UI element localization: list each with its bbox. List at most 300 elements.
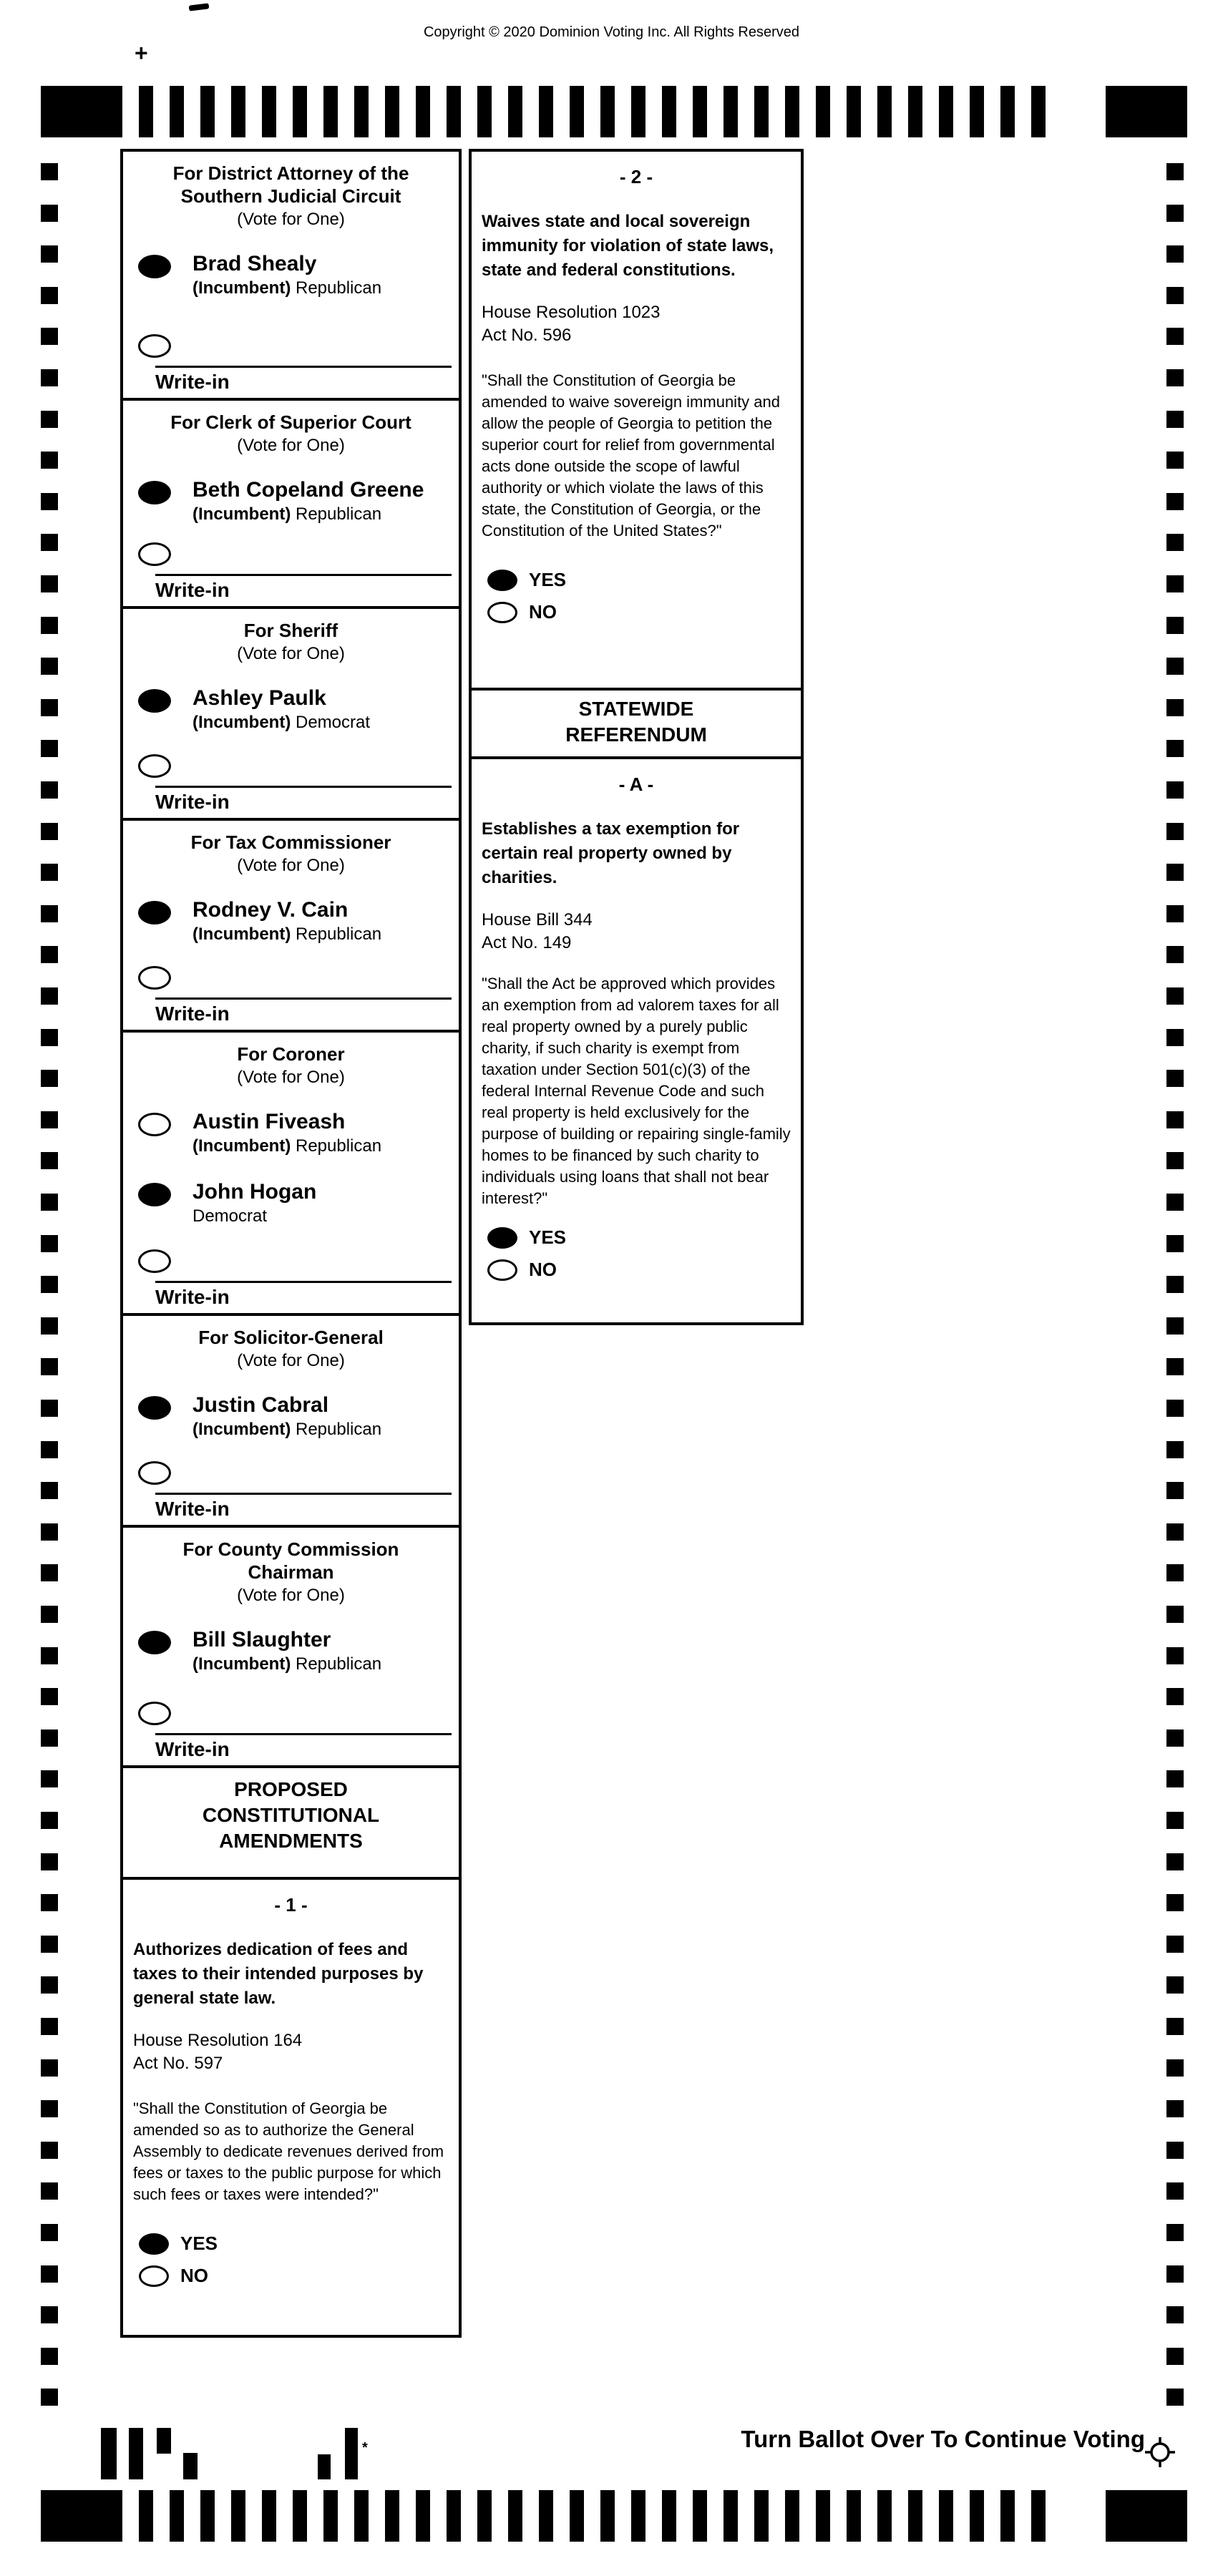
edge-mark — [1166, 369, 1184, 386]
timing-mark — [662, 86, 676, 137]
candidate-sub — [193, 278, 381, 299]
edge-mark — [41, 328, 58, 345]
timing-mark — [600, 2490, 615, 2542]
edge-mark — [1166, 1317, 1184, 1335]
candidate-sub — [193, 1206, 316, 1227]
edge-mark — [1166, 1441, 1184, 1458]
edge-mark — [41, 2142, 58, 2159]
write-in-label: Write-in — [155, 1286, 230, 1308]
candidate-designation: (Incumbent) — [193, 713, 291, 732]
measure-question: "Shall the Act be approved which provides an exemption from ad valorem taxes for all real property owned by a purely public charity, if such charity is exempt from taxation under Section 501(c)(3) of the federal Internal Revenue Code and such real property is held exclusively for the purpose of building or repairing single-family homes to be financed by such charity to individuals using loans that shall not bear interest?" — [482, 975, 791, 1207]
timing-mark-row-bottom — [41, 2490, 1187, 2542]
timing-mark — [723, 2490, 738, 2542]
write-in-line[interactable] — [155, 1281, 452, 1283]
contest-clerk-superior-court — [120, 398, 462, 609]
no-option-row — [487, 601, 791, 623]
candidate-bubble-empty[interactable] — [138, 1113, 171, 1136]
candidate-sub — [193, 1654, 381, 1675]
timing-mark — [539, 2490, 553, 2542]
edge-mark — [41, 2224, 58, 2241]
timing-mark — [262, 86, 276, 137]
candidate-sub — [193, 504, 424, 525]
candidate-designation: (Incumbent) — [193, 1420, 291, 1439]
candidate-designation: (Incumbent) — [193, 278, 291, 298]
edge-mark — [41, 2348, 58, 2365]
timing-mark — [416, 2490, 430, 2542]
timing-mark — [662, 2490, 676, 2542]
print-artifact-mark — [189, 3, 210, 11]
timing-mark — [293, 2490, 307, 2542]
candidate-bubble-filled[interactable] — [138, 1183, 171, 1206]
candidate-bubble-filled[interactable] — [138, 1396, 171, 1420]
edge-mark — [41, 946, 58, 963]
write-in-line[interactable] — [155, 1493, 452, 1495]
measure-referendum-a — [469, 756, 804, 1325]
timing-mark — [385, 86, 399, 137]
edge-mark — [41, 823, 58, 840]
measure-amendment-1 — [120, 1877, 462, 2338]
candidate-option — [138, 686, 459, 733]
edge-mark — [1166, 493, 1184, 510]
edge-mark — [41, 2265, 58, 2283]
edge-mark — [41, 1358, 58, 1375]
edge-mark — [1166, 1894, 1184, 1911]
candidate-sub — [193, 1419, 381, 1440]
edge-mark — [41, 987, 58, 1005]
edge-mark — [41, 1152, 58, 1169]
vote-for-instruction: (Vote for One) — [237, 1351, 345, 1370]
timing-mark — [170, 2490, 184, 2542]
candidate-bubble-filled[interactable] — [138, 481, 171, 504]
edge-mark — [1166, 2224, 1184, 2241]
contest-title: For Clerk of Superior Court — [170, 411, 411, 433]
contest-title: For County Commission Chairman — [182, 1538, 399, 1583]
yes-option-row — [139, 2233, 449, 2255]
edge-mark — [41, 2306, 58, 2323]
timing-mark — [754, 2490, 769, 2542]
write-in-bubble[interactable] — [138, 1461, 171, 1485]
timing-block — [41, 2490, 122, 2542]
edge-mark — [41, 1441, 58, 1458]
contest-title: For District Attorney of the Southern Judicial Circuit — [172, 162, 409, 207]
edge-mark — [1166, 1111, 1184, 1128]
timing-mark — [323, 2490, 338, 2542]
timing-mark — [693, 86, 707, 137]
edge-mark — [1166, 1029, 1184, 1046]
no-option-row — [487, 1259, 791, 1281]
timing-bars — [139, 2490, 1046, 2542]
edge-mark — [41, 1606, 58, 1623]
edge-mark — [41, 658, 58, 675]
edge-mark — [41, 2059, 58, 2077]
edge-mark — [1166, 1358, 1184, 1375]
candidate-sub — [193, 924, 381, 945]
candidate-option — [138, 898, 459, 945]
candidate-party: Republican — [296, 1420, 382, 1439]
no-bubble[interactable] — [487, 1259, 517, 1281]
candidate-party: Republican — [296, 504, 382, 524]
timing-mark — [447, 86, 461, 137]
timing-mark-row-top — [41, 86, 1187, 137]
edge-mark — [41, 1729, 58, 1747]
timing-mark — [908, 86, 922, 137]
measure-references: House Resolution 1023 Act No. 596 — [482, 303, 661, 345]
timing-mark — [508, 2490, 522, 2542]
edge-mark — [1166, 1647, 1184, 1664]
timing-mark — [631, 2490, 645, 2542]
vote-for-instruction: (Vote for One) — [237, 436, 345, 455]
section-header-line: CONSTITUTIONAL — [202, 1804, 380, 1826]
candidate-option — [138, 478, 459, 525]
write-in-line[interactable] — [155, 1733, 452, 1735]
edge-mark — [41, 2100, 58, 2117]
edge-mark — [41, 287, 58, 304]
crosshair-registration-icon — [1144, 2436, 1176, 2469]
edge-mark — [41, 1235, 58, 1252]
edge-mark — [41, 1276, 58, 1293]
edge-mark — [41, 1936, 58, 1953]
edge-mark — [41, 2018, 58, 2035]
timing-mark — [877, 86, 892, 137]
timing-mark — [354, 86, 369, 137]
measure-summary: Establishes a tax exemption for certain real property owned by charities. — [482, 819, 740, 887]
candidate-bubble-filled[interactable] — [138, 1631, 171, 1654]
edge-mark — [1166, 575, 1184, 592]
write-in-label: Write-in — [155, 1002, 230, 1025]
candidate-name: Ashley Paulk — [193, 686, 326, 710]
timing-mark — [139, 86, 153, 137]
measure-references: House Resolution 164 Act No. 597 — [133, 2031, 303, 2073]
timing-mark — [385, 2490, 399, 2542]
vote-for-instruction: (Vote for One) — [237, 644, 345, 663]
edge-mark — [1166, 2348, 1184, 2365]
edge-mark — [41, 905, 58, 922]
edge-mark — [1166, 1276, 1184, 1293]
edge-mark — [41, 1317, 58, 1335]
timing-mark — [847, 86, 861, 137]
turn-ballot-over-notice: Turn Ballot Over To Continue Voting — [741, 2426, 1145, 2452]
candidate-party: Republican — [296, 278, 382, 298]
edge-marks-left — [41, 163, 58, 2410]
timing-block — [41, 86, 122, 137]
edge-mark — [1166, 2389, 1184, 2406]
edge-mark — [1166, 1400, 1184, 1417]
candidate-designation: (Incumbent) — [193, 1136, 291, 1156]
candidate-name: Rodney V. Cain — [193, 898, 349, 922]
edge-mark — [41, 2389, 58, 2406]
timing-mark — [539, 86, 553, 137]
yes-label: YES — [529, 1226, 567, 1248]
edge-mark — [1166, 699, 1184, 716]
edge-mark — [1166, 1564, 1184, 1581]
edge-mark — [41, 781, 58, 799]
write-in-bubble[interactable] — [138, 334, 171, 358]
timing-mark — [477, 2490, 492, 2542]
edge-mark — [1166, 1936, 1184, 1953]
candidate-name: Bill Slaughter — [193, 1628, 331, 1652]
timing-mark — [631, 86, 645, 137]
edge-mark — [1166, 617, 1184, 634]
edge-mark — [1166, 2142, 1184, 2159]
edge-mark — [1166, 2182, 1184, 2200]
timing-mark — [847, 2490, 861, 2542]
no-bubble[interactable] — [139, 2265, 169, 2287]
timing-mark — [877, 2490, 892, 2542]
edge-mark — [41, 411, 58, 428]
write-in-bubble[interactable] — [138, 542, 171, 566]
edge-mark — [1166, 452, 1184, 469]
edge-mark — [1166, 245, 1184, 263]
barcode-bar — [183, 2453, 198, 2479]
timing-mark — [447, 2490, 461, 2542]
write-in-label: Write-in — [155, 371, 230, 393]
write-in-label: Write-in — [155, 1498, 230, 1520]
edge-mark — [1166, 1688, 1184, 1705]
yes-bubble[interactable] — [139, 2233, 169, 2255]
edge-mark — [1166, 1729, 1184, 1747]
measure-summary: Waives state and local sovereign immunity for violation of state laws, state and federal constitutions. — [482, 212, 774, 280]
write-in-label: Write-in — [155, 1738, 230, 1760]
stray-print-glyph: * — [362, 2440, 368, 2456]
write-in-label: Write-in — [155, 791, 230, 813]
candidate-option — [138, 1110, 459, 1157]
edge-mark — [1166, 1770, 1184, 1787]
contest-title: For Sheriff — [243, 620, 338, 641]
edge-mark — [1166, 2018, 1184, 2035]
edge-mark — [41, 493, 58, 510]
timing-mark — [970, 2490, 984, 2542]
edge-marks-right — [1166, 163, 1184, 2410]
contest-title: For Coroner — [237, 1043, 345, 1065]
barcode-bar — [318, 2454, 331, 2479]
candidate-name: John Hogan — [193, 1180, 317, 1204]
timing-mark — [170, 86, 184, 137]
candidate-bubble-filled[interactable] — [138, 689, 171, 713]
vote-for-instruction: (Vote for One) — [237, 856, 345, 875]
no-label: NO — [529, 601, 557, 623]
edge-mark — [1166, 2265, 1184, 2283]
candidate-option — [138, 1393, 459, 1440]
contest-county-commission-chairman — [120, 1525, 462, 1768]
no-bubble[interactable] — [487, 602, 517, 623]
edge-mark — [41, 1029, 58, 1046]
edge-mark — [1166, 987, 1184, 1005]
edge-mark — [1166, 2059, 1184, 2077]
write-in-bubble[interactable] — [138, 1249, 171, 1273]
measure-question: "Shall the Constitution of Georgia be amended to waive sovereign immunity and allow the people of Georgia to petition the superior court for relief from governmental acts done outside the scope of lawful authority or which violate the laws of this state, the Constitution of Georgia, or the Constitution of the United States?" — [482, 371, 781, 540]
timing-mark — [600, 86, 615, 137]
section-header-line: PROPOSED — [234, 1778, 348, 1800]
measure-number: - 2 - — [619, 166, 653, 187]
section-header-referendum — [469, 688, 804, 759]
timing-mark — [570, 86, 584, 137]
edge-mark — [1166, 1812, 1184, 1829]
no-label: NO — [529, 1259, 557, 1280]
write-in-bubble[interactable] — [138, 966, 171, 990]
write-in-line[interactable] — [155, 786, 452, 788]
edge-mark — [41, 1482, 58, 1499]
timing-mark — [693, 2490, 707, 2542]
timing-mark — [354, 2490, 369, 2542]
copyright-line: Copyright © 2020 Dominion Voting Inc. All Rights Reserved — [423, 24, 799, 40]
no-label: NO — [180, 2265, 208, 2286]
candidate-name: Brad Shealy — [193, 252, 317, 275]
barcode-bar — [101, 2428, 117, 2479]
timing-mark — [262, 2490, 276, 2542]
plus-registration-mark: + — [135, 40, 148, 66]
candidate-option — [138, 1180, 459, 1227]
measure-number: - 1 - — [274, 1894, 308, 1916]
yes-bubble[interactable] — [487, 1227, 517, 1249]
edge-mark — [1166, 2100, 1184, 2117]
yes-label: YES — [180, 2233, 218, 2254]
contest-title: For Tax Commissioner — [190, 831, 391, 853]
timing-mark — [1000, 86, 1015, 137]
barcode-bar — [345, 2428, 358, 2479]
barcode-bar — [129, 2428, 143, 2479]
candidate-sub — [193, 1136, 381, 1157]
edge-mark — [1166, 411, 1184, 428]
edge-mark — [41, 575, 58, 592]
timing-mark — [200, 86, 215, 137]
edge-mark — [41, 1853, 58, 1870]
edge-mark — [41, 1194, 58, 1211]
edge-mark — [41, 1647, 58, 1664]
edge-mark — [1166, 1152, 1184, 1169]
edge-mark — [1166, 658, 1184, 675]
edge-mark — [1166, 1606, 1184, 1623]
edge-mark — [41, 699, 58, 716]
candidate-party: Republican — [296, 1654, 382, 1674]
write-in-line[interactable] — [155, 574, 452, 576]
timing-mark — [293, 86, 307, 137]
candidate-designation: (Incumbent) — [193, 924, 291, 944]
contest-solicitor-general — [120, 1313, 462, 1528]
edge-mark — [41, 369, 58, 386]
candidate-option — [138, 252, 459, 299]
measure-references: House Bill 344 Act No. 149 — [482, 910, 593, 952]
timing-bars — [139, 86, 1046, 137]
edge-mark — [41, 1812, 58, 1829]
edge-mark — [1166, 328, 1184, 345]
contest-title: For Solicitor-General — [198, 1327, 384, 1348]
vote-for-instruction: (Vote for One) — [237, 210, 345, 229]
contest-sheriff — [120, 606, 462, 821]
edge-mark — [41, 617, 58, 634]
edge-mark — [1166, 946, 1184, 963]
edge-mark — [1166, 740, 1184, 757]
write-in-label: Write-in — [155, 579, 230, 601]
ballot-column-right — [469, 149, 804, 1325]
timing-mark — [1031, 86, 1046, 137]
timing-mark — [785, 86, 799, 137]
edge-mark — [1166, 1853, 1184, 1870]
edge-mark — [41, 452, 58, 469]
candidate-name: Justin Cabral — [193, 1393, 329, 1417]
timing-mark — [939, 2490, 953, 2542]
yes-option-row — [487, 1226, 791, 1249]
edge-mark — [41, 245, 58, 263]
write-in-bubble[interactable] — [138, 754, 171, 778]
candidate-name: Austin Fiveash — [193, 1110, 346, 1133]
vote-for-instruction: (Vote for One) — [237, 1068, 345, 1087]
edge-mark — [1166, 823, 1184, 840]
timing-mark — [231, 2490, 245, 2542]
section-header-amendments — [120, 1765, 462, 1880]
timing-mark — [139, 2490, 153, 2542]
edge-mark — [1166, 1194, 1184, 1211]
timing-mark — [816, 2490, 830, 2542]
write-in-line[interactable] — [155, 997, 452, 1000]
timing-mark — [754, 86, 769, 137]
timing-mark — [816, 86, 830, 137]
candidate-party: Republican — [296, 924, 382, 944]
yes-option-row — [487, 569, 791, 591]
edge-mark — [1166, 864, 1184, 881]
timing-block — [1106, 86, 1187, 137]
timing-mark — [570, 2490, 584, 2542]
candidate-name: Beth Copeland Greene — [193, 478, 424, 502]
edge-mark — [41, 1523, 58, 1541]
vote-for-instruction: (Vote for One) — [237, 1586, 345, 1605]
edge-mark — [41, 1564, 58, 1581]
write-in-bubble[interactable] — [138, 1702, 171, 1725]
edge-mark — [1166, 781, 1184, 799]
edge-mark — [41, 1400, 58, 1417]
timing-mark — [970, 86, 984, 137]
timing-mark — [723, 86, 738, 137]
candidate-bubble-filled[interactable] — [138, 255, 171, 278]
barcode-bar — [157, 2428, 171, 2454]
candidate-sub — [193, 712, 370, 733]
edge-mark — [1166, 163, 1184, 180]
timing-block — [1106, 2490, 1187, 2542]
edge-mark — [1166, 205, 1184, 222]
edge-mark — [41, 205, 58, 222]
timing-mark — [1000, 2490, 1015, 2542]
timing-mark — [1031, 2490, 1046, 2542]
edge-mark — [41, 864, 58, 881]
edge-mark — [41, 1894, 58, 1911]
yes-bubble[interactable] — [487, 570, 517, 591]
candidate-bubble-filled[interactable] — [138, 901, 171, 924]
edge-mark — [1166, 905, 1184, 922]
timing-mark — [323, 86, 338, 137]
candidate-designation: (Incumbent) — [193, 504, 291, 524]
edge-mark — [1166, 1976, 1184, 1994]
candidate-party: Republican — [296, 1136, 382, 1156]
no-option-row — [139, 2265, 449, 2287]
timing-mark — [231, 86, 245, 137]
edge-mark — [41, 534, 58, 551]
measure-number: - A - — [618, 774, 654, 795]
edge-mark — [41, 2182, 58, 2200]
contest-district-attorney — [120, 149, 462, 401]
measure-question: "Shall the Constitution of Georgia be amended so as to authorize the General Assembly to dedicate revenues derived from fees or taxes to the public purpose for which such fees or taxes were intended?" — [133, 2099, 444, 2203]
section-header-line: REFERENDUM — [565, 723, 707, 746]
contest-coroner — [120, 1030, 462, 1316]
section-header-line: AMENDMENTS — [219, 1830, 363, 1852]
edge-mark — [1166, 2306, 1184, 2323]
edge-mark — [1166, 1235, 1184, 1252]
yes-label: YES — [529, 569, 567, 590]
edge-mark — [1166, 1523, 1184, 1541]
timing-mark — [908, 2490, 922, 2542]
timing-mark — [939, 86, 953, 137]
edge-mark — [41, 1976, 58, 1994]
write-in-line[interactable] — [155, 366, 452, 368]
candidate-party: Democrat — [296, 713, 371, 732]
